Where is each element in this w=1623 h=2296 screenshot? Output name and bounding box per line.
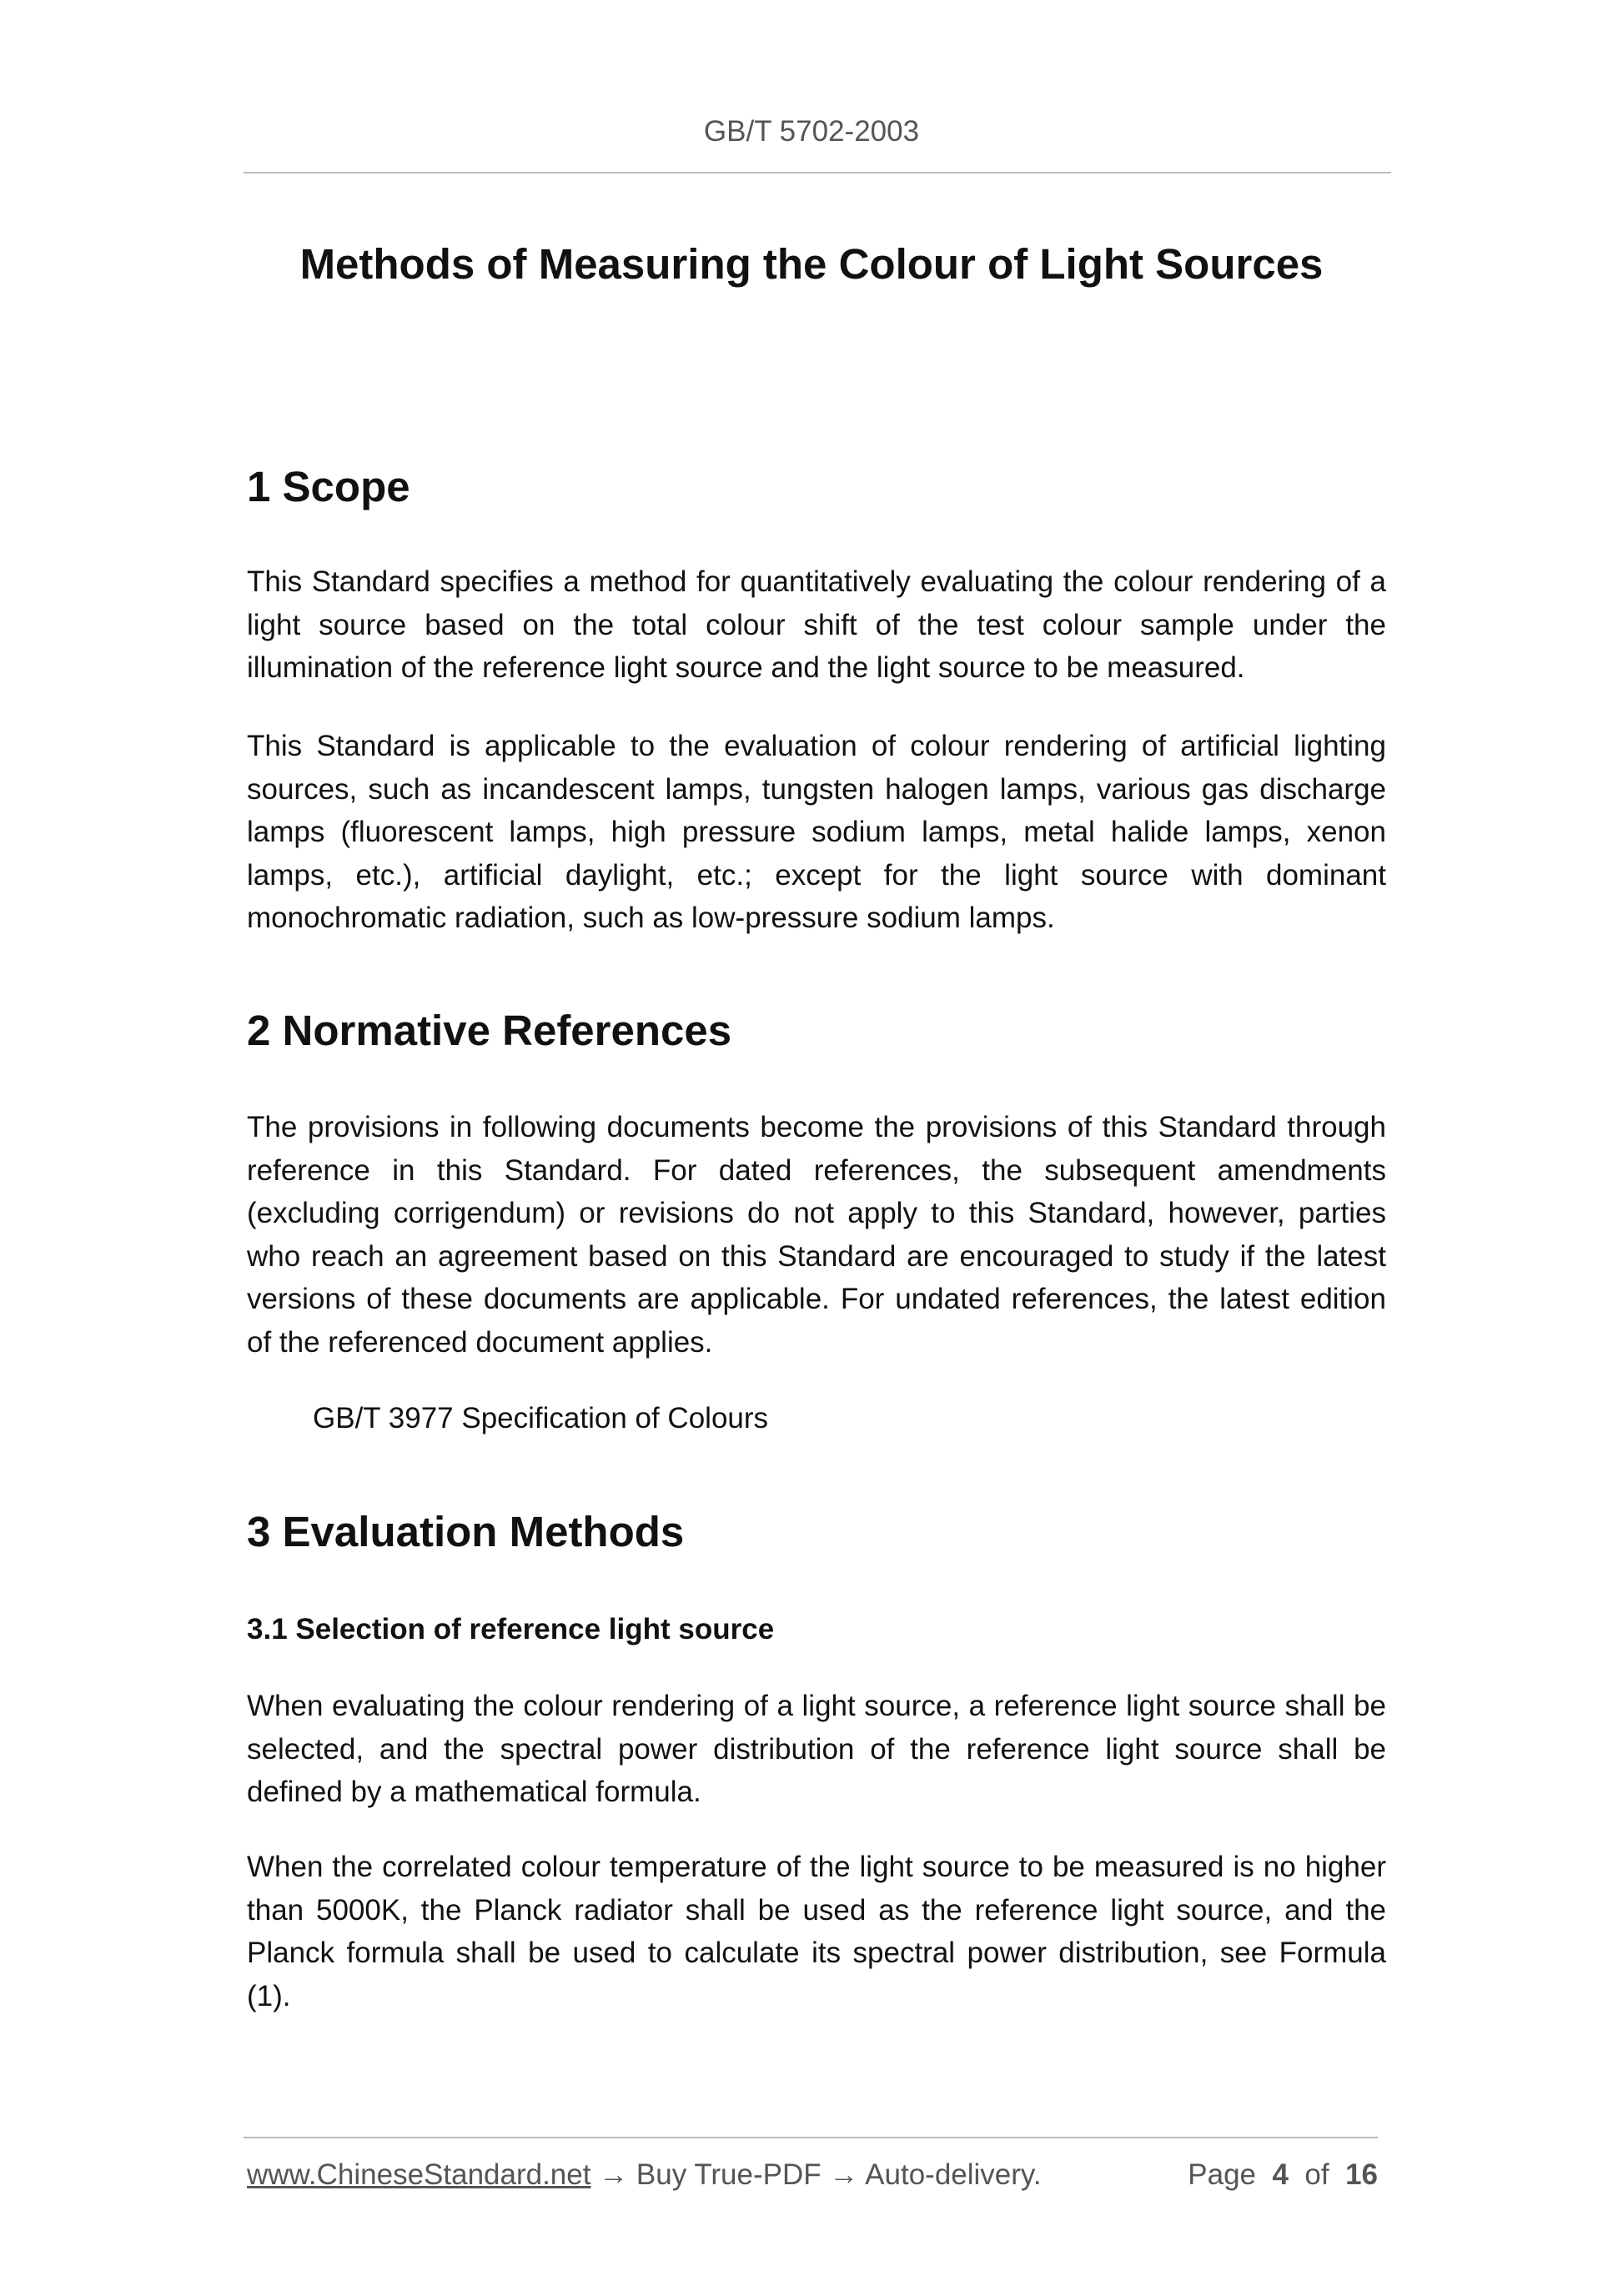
- section-1-heading-block: [247, 461, 1386, 512]
- section-2-reference-block: [247, 1397, 1386, 1440]
- subsection-heading-reference-light-source: 3.1 Selection of reference light source: [247, 1613, 775, 1645]
- section-heading-normative-references: 2 Normative References: [247, 1007, 732, 1054]
- subsection-3-1-heading-block: [247, 1610, 1386, 1649]
- normative-references-paragraph: The provisions in following documents become the provisions of this Standard through reference in this Standard. For dated references, the subsequent amendments (excluding corrigendum) or revisions do not apply to this Standard, however, parties who reach an agreement based on this Standard are encouraged to study if the latest versions of these documents are applicable. For undated references, the latest edition of the referenced document applies.: [247, 1111, 1386, 1359]
- current-page: 4: [1272, 2158, 1289, 2191]
- section-heading-scope: 1 Scope: [247, 463, 410, 510]
- section-2-paragraph-1-block: [247, 1106, 1386, 1364]
- website-link[interactable]: www.ChineseStandard.net: [247, 2158, 591, 2191]
- section-1-paragraph-2-block: [247, 725, 1386, 940]
- footer-divider: [244, 2137, 1378, 2138]
- section-2-heading-block: [247, 1005, 1386, 1056]
- scope-paragraph-2: This Standard is applicable to the evaluation of colour rendering of artificial lighting sources, such as incandescent lamps, tungsten halogen lamps, various gas discharge lamps (fluorescent lamps, high pressure sodium lamps, metal halide lamps, xenon lamps, etc.), artificial daylight, etc.; except for the light source with dominant monochromatic radiation, such as low-pressure sodium lamps.: [247, 730, 1386, 934]
- subsection-3-1-paragraph-2-block: [247, 1846, 1386, 2017]
- reference-light-source-paragraph-1: When evaluating the colour rendering of a light source, a reference light source shall be selected, and the spectral power distribution of the reference light source shall be defined by a mathematical formula.: [247, 1690, 1386, 1808]
- document-title: Methods of Measuring the Colour of Light Sources: [299, 240, 1324, 288]
- total-pages: 16: [1345, 2158, 1378, 2191]
- section-heading-evaluation-methods: 3 Evaluation Methods: [247, 1508, 685, 1555]
- header-divider: [244, 172, 1391, 173]
- footer-promo: [247, 2155, 1042, 2195]
- subsection-3-1-paragraph-1-block: [247, 1685, 1386, 1814]
- page-number: [1188, 2155, 1378, 2195]
- footer-tagline: → Buy True-PDF → Auto-delivery.: [590, 2158, 1042, 2191]
- section-1-paragraph-1-block: [247, 560, 1386, 690]
- running-header: GB/T 5702-2003: [703, 115, 920, 148]
- page-label: Page: [1188, 2158, 1257, 2191]
- page-of-label: of: [1304, 2158, 1329, 2191]
- reference-item-gbt-3977: GB/T 3977 Specification of Colours: [313, 1402, 769, 1434]
- reference-light-source-paragraph-2: When the correlated colour temperature of the light source to be measured is no higher than 5000K, the Planck radiator shall be used as the reference light source, and the Planck formula shall be used to calculate its spectral power distribution, see Formula (1).: [247, 1851, 1386, 2012]
- section-3-heading-block: [247, 1506, 1386, 1557]
- scope-paragraph-1: This Standard specifies a method for quantitatively evaluating the colour rendering of a light source based on the total colour shift of the test colour sample under the illumination of the reference light source and the light source to be measured.: [247, 565, 1386, 684]
